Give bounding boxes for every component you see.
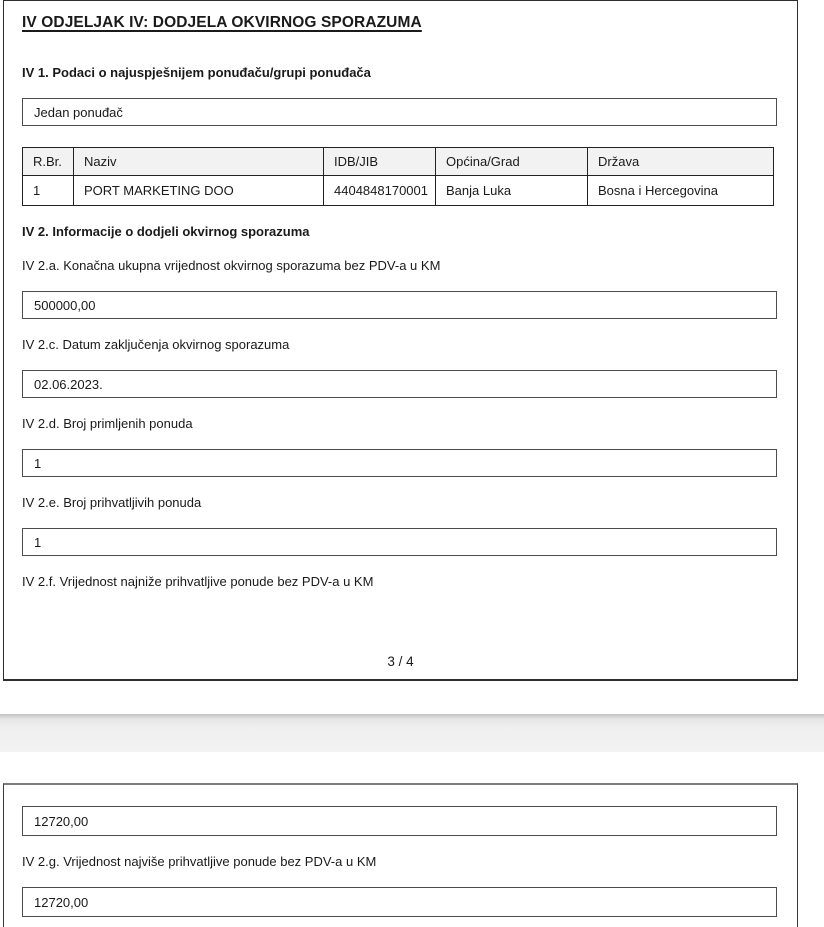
cell-rbr: 1 (23, 176, 74, 206)
cell-drzava: Bosna i Hercegovina (588, 176, 774, 206)
field-value-iv2e: 1 (34, 534, 42, 550)
field-value-iv2c: 02.06.2023. (34, 376, 103, 392)
page-indicator: 3 / 4 (387, 654, 414, 669)
field-label-iv2a: IV 2.a. Konačna ukupna vrijednost okvirnog sporazuma bez PDV-a u KM (22, 258, 441, 273)
cell-naziv: PORT MARKETING DOO (74, 176, 324, 206)
col-header-naziv: Naziv (74, 148, 324, 176)
field-value-box-iv2g (22, 887, 777, 917)
field-value-iv2g: 12720,00 (34, 894, 89, 910)
field-value-iv2a: 500000,00 (34, 297, 96, 313)
col-header-drzava: Država (588, 148, 774, 176)
col-header-rbr: R.Br. (23, 148, 74, 176)
field-value-box-iv2d (22, 449, 777, 477)
col-header-opcina: Općina/Grad (436, 148, 588, 176)
field-label-iv2g: IV 2.g. Vrijednost najviše prihvatljive ponude bez PDV-a u KM (22, 854, 377, 869)
field-value-iv2f: 12720,00 (34, 813, 89, 829)
field-label-iv2c: IV 2.c. Datum zaključenja okvirnog sporazuma (22, 337, 290, 352)
field-value-iv2d: 1 (34, 455, 42, 471)
field-value-box-iv2c (22, 370, 777, 398)
page-gap-separator (0, 714, 824, 752)
field-label-iv2f: IV 2.f. Vrijednost najniže prihvatljive ponude bez PDV-a u KM (22, 574, 374, 589)
field-value-box-iv2e (22, 528, 777, 556)
section-iv-title: IV ODJELJAK IV: DODJELA OKVIRNOG SPORAZUMA (22, 14, 422, 31)
section-iv2-heading: IV 2. Informacije o dodjeli okvirnog sporazuma (22, 224, 310, 239)
field-label-iv2d: IV 2.d. Broj primljenih ponuda (22, 416, 193, 431)
field-value-box-iv2f (22, 806, 777, 836)
pdf-page-3 (3, 0, 798, 681)
bidder-type-value-box (22, 98, 777, 126)
cell-idb: 4404848170001 (324, 176, 436, 206)
winners-table (22, 147, 774, 206)
field-value-box-iv2a (22, 291, 777, 319)
table-row (23, 176, 774, 206)
bidder-type-value: Jedan ponuđač (34, 104, 123, 120)
col-header-idb: IDB/JIB (324, 148, 436, 176)
winners-table-header-row (23, 148, 774, 176)
section-iv1-heading: IV 1. Podaci o najuspješnijem ponuđaču/grupi ponuđača (22, 65, 371, 80)
cell-opcina: Banja Luka (436, 176, 588, 206)
pdf-page-4 (3, 783, 798, 927)
field-label-iv2e: IV 2.e. Broj prihvatljivih ponuda (22, 495, 202, 510)
